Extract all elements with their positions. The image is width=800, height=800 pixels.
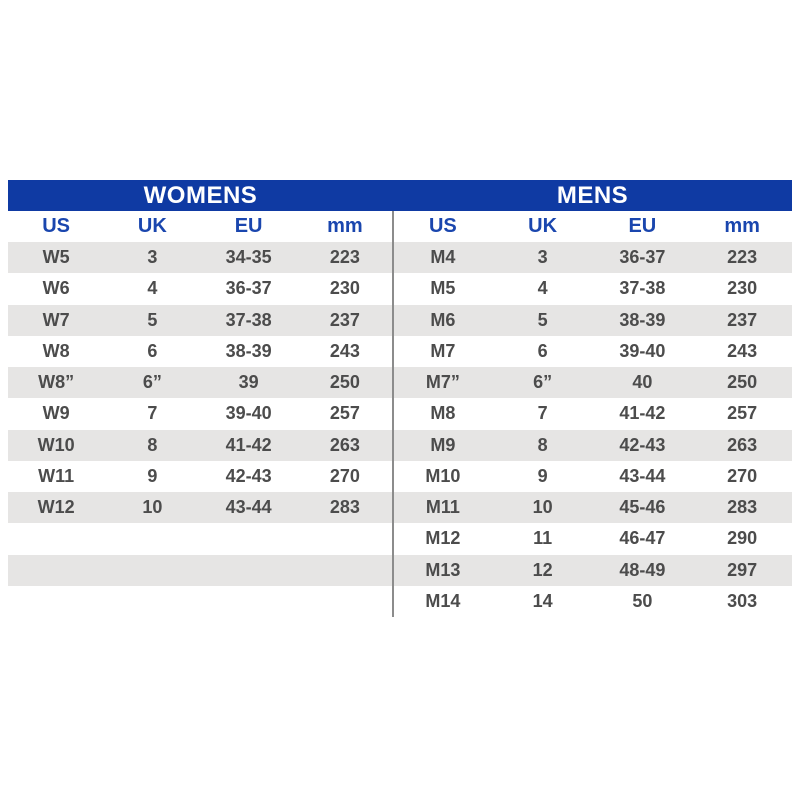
mens-row-group [393,586,792,617]
table-row [8,273,792,304]
mens-row-group [393,367,792,398]
womens-row-group [8,336,393,367]
table-cell: 50 [632,590,653,611]
table-cell: 243 [329,340,360,361]
womens-row-group [8,273,393,304]
table-cell: 7 [537,403,548,424]
table-cell: 37-38 [225,309,272,330]
mens-row-group [393,461,792,492]
table-cell: 37-38 [619,278,666,299]
mens-column-header-us: US [428,215,457,237]
table-cell: 48-49 [619,559,666,580]
mens-row-group [393,336,792,367]
table-cell: 43-44 [225,497,272,518]
table-cell: 8 [147,434,158,455]
womens-row-group [8,305,393,336]
mens-row-group [393,523,792,554]
table-cell: 41-42 [225,434,272,455]
table-cell: 10 [142,497,163,518]
table-cell [104,586,200,617]
table-cell: 9 [537,465,548,486]
table-cell: 270 [727,465,758,486]
mens-column-header-uk: UK [528,215,558,237]
table-row [8,242,792,273]
table-cell [297,555,393,586]
table-cell: 257 [329,403,360,424]
table-row [8,305,792,336]
table-cell: 42-43 [619,434,666,455]
table-cell [8,586,104,617]
mens-row-group [393,305,792,336]
size-table-grid [8,211,792,617]
chart-title-bar [8,180,792,211]
table-cell: 6 [147,340,158,361]
table-cell: 5 [147,309,158,330]
table-cell [8,555,104,586]
womens-row-group [8,555,393,586]
table-cell [201,586,297,617]
table-cell: 39-40 [225,403,272,424]
table-cell: W9 [42,403,70,424]
womens-row-group [8,586,393,617]
womens-row-group [8,492,393,523]
table-cell: M14 [425,590,461,611]
table-cell: 38-39 [619,309,666,330]
table-cell: 3 [537,247,548,268]
table-cell: 270 [329,465,360,486]
table-cell [104,555,200,586]
table-cell: 230 [329,278,360,299]
womens-row-group [8,398,393,429]
table-cell: 6” [533,372,553,393]
table-cell: 243 [727,340,758,361]
womens-header-group [8,211,393,242]
womens-column-header-eu: EU [234,215,263,237]
table-row [8,523,792,554]
table-row [8,555,792,586]
table-cell: M7 [430,340,456,361]
table-cell: W6 [42,278,70,299]
table-divider-line [392,211,394,617]
table-cell: 250 [727,372,758,393]
table-cell: 12 [532,559,553,580]
table-cell: 41-42 [619,403,666,424]
table-cell: 230 [727,278,758,299]
table-cell: 11 [533,528,553,549]
table-cell: 263 [329,434,360,455]
table-cell: 4 [537,278,548,299]
table-cell: M9 [430,434,456,455]
table-cell: 34-35 [225,247,272,268]
table-row [8,398,792,429]
table-row [8,586,792,617]
mens-row-group [393,242,792,273]
mens-row-group [393,492,792,523]
womens-column-header-uk: UK [137,215,167,237]
table-cell: M5 [430,278,456,299]
womens-row-group [8,367,393,398]
table-row [8,336,792,367]
table-cell: 14 [532,590,553,611]
table-cell: M13 [425,559,461,580]
table-cell: 223 [727,247,758,268]
table-cell: 39 [238,372,259,393]
table-row [8,367,792,398]
mens-row-group [393,430,792,461]
table-cell: 283 [329,497,360,518]
table-cell: W5 [42,247,70,268]
table-cell: 36-37 [619,247,666,268]
table-cell: 7 [147,403,158,424]
table-cell: 237 [329,309,360,330]
mens-row-group [393,555,792,586]
mens-row-group [393,398,792,429]
table-cell: M11 [425,497,460,518]
table-cell: 43-44 [619,465,666,486]
mens-column-header-eu: EU [628,215,657,237]
table-cell: 257 [727,403,758,424]
table-cell: M8 [430,403,456,424]
table-cell: 5 [537,309,548,330]
table-cell: 250 [329,372,360,393]
size-conversion-chart [8,180,792,617]
table-cell: 9 [147,465,158,486]
table-cell: M7” [425,372,460,393]
table-cell: 223 [329,247,360,268]
table-row [8,430,792,461]
womens-column-header-us: US [42,215,71,237]
column-header-row [8,211,792,242]
womens-row-group [8,430,393,461]
table-cell [8,523,104,554]
womens-section-title: WOMENS [143,181,258,209]
table-cell: 6” [142,372,162,393]
table-cell [297,523,393,554]
mens-header-group [393,211,792,242]
table-cell: 290 [727,528,758,549]
table-cell: 283 [727,497,758,518]
table-cell: 263 [727,434,758,455]
table-cell: M10 [425,465,461,486]
table-cell: W8 [42,340,70,361]
table-cell: 8 [537,434,548,455]
womens-column-header-mm: mm [327,215,363,237]
table-cell: W10 [37,434,75,455]
table-cell: M12 [425,528,461,549]
table-cell [104,523,200,554]
table-cell: W8” [38,372,75,393]
table-cell: 297 [727,559,758,580]
womens-row-group [8,523,393,554]
womens-row-group [8,242,393,273]
table-cell: 39-40 [619,340,666,361]
table-cell: W7 [42,309,70,330]
mens-section-title: MENS [556,181,629,209]
table-cell [201,523,297,554]
table-cell: 40 [632,372,653,393]
mens-row-group [393,273,792,304]
mens-column-header-mm: mm [724,215,760,237]
table-cell: 45-46 [619,497,666,518]
table-cell: 42-43 [225,465,272,486]
table-row [8,461,792,492]
table-cell: 4 [147,278,158,299]
table-row [8,492,792,523]
table-cell: 46-47 [619,528,666,549]
table-cell: M6 [430,309,456,330]
table-cell [201,555,297,586]
table-cell: 3 [147,247,158,268]
table-cell: 303 [727,590,758,611]
womens-row-group [8,461,393,492]
table-cell [297,586,393,617]
table-cell: 36-37 [225,278,272,299]
table-cell: 38-39 [225,340,272,361]
table-cell: W11 [38,465,75,486]
table-cell: W12 [37,497,75,518]
table-cell: M4 [430,247,456,268]
table-cell: 10 [532,497,553,518]
table-cell: 237 [727,309,758,330]
table-cell: 6 [537,340,548,361]
